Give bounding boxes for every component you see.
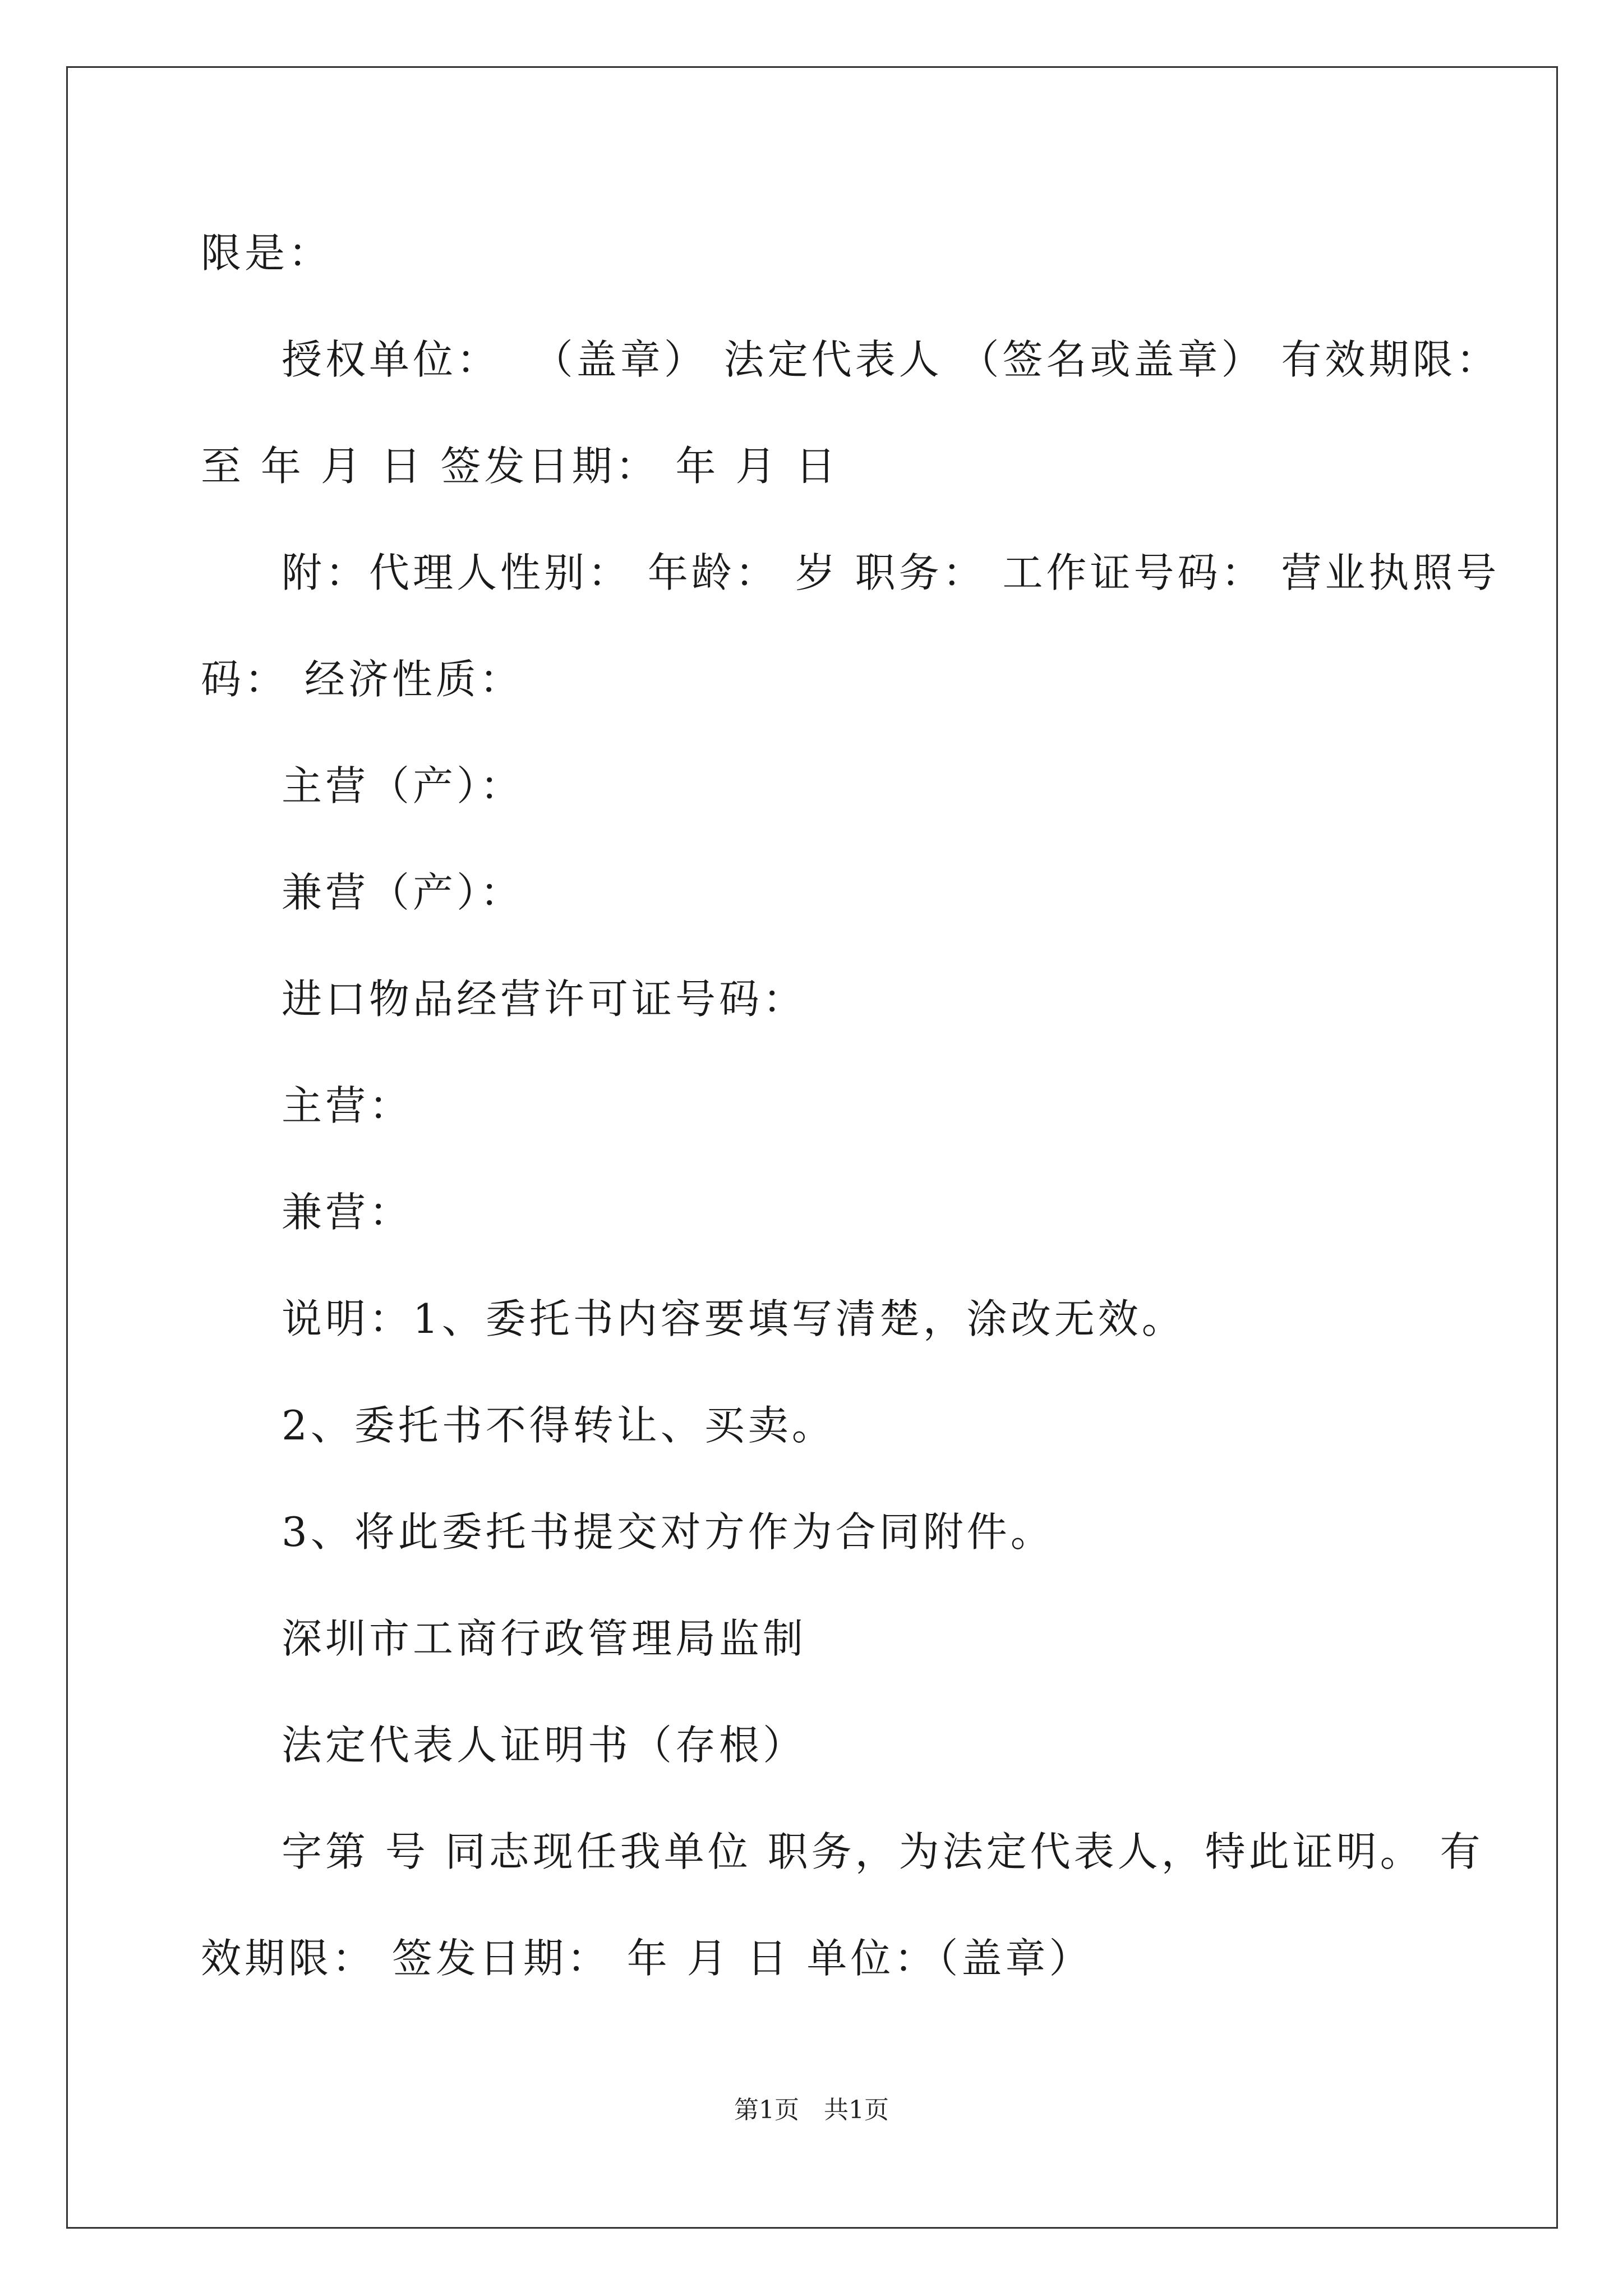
text-line-1: 限是： bbox=[201, 229, 333, 277]
text-line-16: 字第 号 同志现任我单位 职务，为法定代表人，特此证明。 有 bbox=[282, 1828, 1484, 1875]
text-line-15: 法定代表人证明书（存根） bbox=[282, 1722, 807, 1769]
text-line-2: 授权单位： （盖章） 法定代表人 （签名或盖章） 有效期限： bbox=[282, 336, 1500, 383]
text-line-7: 兼营（产）： bbox=[282, 869, 524, 916]
text-line-10: 兼营： bbox=[282, 1189, 413, 1236]
text-line-12: 2、委托书不得转让、买卖。 bbox=[282, 1402, 836, 1449]
text-line-8: 进口物品经营许可证号码： bbox=[282, 976, 807, 1023]
text-line-11: 说明：1、委托书内容要填写清楚，涂改无效。 bbox=[282, 1295, 1186, 1342]
text-line-17: 效期限： 签发日期： 年 月 日 单位：（盖章） bbox=[201, 1935, 1093, 1982]
text-line-14: 深圳市工商行政管理局监制 bbox=[282, 1615, 807, 1662]
text-line-13: 3、将此委托书提交对方作为合同附件。 bbox=[282, 1508, 1054, 1556]
text-line-4: 附：代理人性别： 年龄： 岁 职务： 工作证号码： 营业执照号 bbox=[282, 549, 1500, 596]
text-line-3: 至 年 月 日 签发日期： 年 月 日 bbox=[201, 443, 840, 490]
page-border bbox=[66, 66, 1558, 2229]
page-number-footer: 第1页 共1页 bbox=[734, 2096, 889, 2124]
text-line-5: 码： 经济性质： bbox=[201, 656, 523, 703]
text-line-9: 主营： bbox=[282, 1082, 413, 1129]
text-line-6: 主营（产）： bbox=[282, 762, 524, 809]
